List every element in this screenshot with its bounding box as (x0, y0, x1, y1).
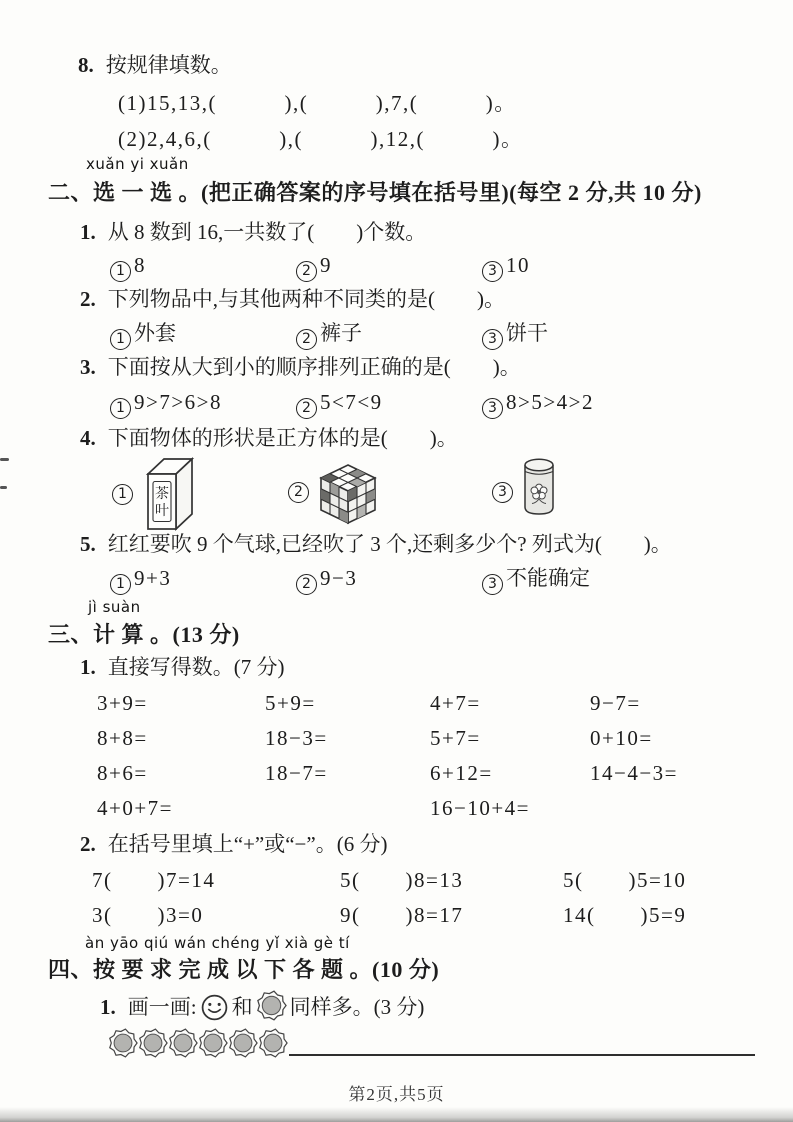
question-3-options (0, 389, 793, 417)
sub-question-text: 在括号里填上“+”或“−”。(6 分) (107, 832, 388, 856)
calc-row (0, 725, 793, 753)
bottle-cap-badge-icon (198, 1026, 228, 1060)
circled-number: 3 (482, 261, 503, 282)
option (110, 252, 146, 282)
circled-number: 1 (112, 484, 133, 505)
option (482, 320, 548, 350)
sub-question-text: 同样多。(3 分) (289, 995, 425, 1019)
option (482, 252, 530, 282)
section-4-title: 四、按 要 求 完 成 以 下 各 题 。(10 分) (48, 957, 440, 982)
calc-row (0, 690, 793, 718)
question-3 (80, 354, 521, 380)
option (296, 252, 332, 282)
sub-question-text: 直接写得数。(7 分) (107, 655, 285, 679)
calc-item: 8+6= (97, 761, 148, 785)
fill-item: 9( )8=17 (340, 903, 464, 927)
circled-number: 1 (110, 261, 131, 282)
option-text: 9>7>6>8 (134, 390, 223, 414)
calc-item: 6+12= (430, 761, 493, 785)
section-3-pinyin: jì suàn (88, 598, 141, 616)
question-2-options (0, 320, 793, 348)
option (112, 482, 136, 505)
calc-item: 4+0+7= (97, 796, 174, 820)
fill-item: 3( )3=0 (92, 903, 204, 927)
option-text: 裤子 (320, 321, 362, 345)
fill-row (0, 867, 793, 895)
section-2-pinyin: xuǎn yi xuǎn (86, 155, 189, 173)
question-2-number: 2. (80, 287, 96, 311)
option-text: 8>5>4>2 (506, 390, 595, 414)
question-3-number: 3. (80, 355, 96, 379)
section-3-title: 三、计 算 。(13 分) (48, 622, 240, 647)
page-number: 第2页,共5页 (348, 1085, 445, 1104)
calc-row (0, 760, 793, 788)
scan-edge-shadow (0, 1107, 793, 1122)
calc-item: 5+7= (430, 726, 481, 750)
smiley-face-icon (200, 993, 229, 1022)
question-5 (80, 531, 672, 557)
question-1-options (0, 252, 793, 280)
cylinder-jar-illustration (520, 454, 558, 520)
question-3-text: 下面按从大到小的顺序排列正确的是( )。 (107, 355, 521, 379)
circled-number: 2 (296, 398, 317, 419)
question-4-choices (0, 452, 793, 542)
calc-item: 18−7= (265, 761, 328, 785)
bottle-cap-badge-icon (138, 1026, 168, 1060)
circled-number: 3 (492, 482, 513, 503)
question-4 (80, 425, 458, 451)
option-text: 5<7<9 (320, 390, 383, 414)
calc-item: 5+9= (265, 691, 316, 715)
question-1-text: 从 8 数到 16,一共数了( )个数。 (107, 220, 427, 244)
option (296, 389, 383, 419)
circled-number: 2 (296, 329, 317, 350)
option-text: 9+3 (134, 566, 172, 590)
bottle-cap-badge-icon (228, 1026, 258, 1060)
question-2 (80, 286, 505, 312)
question-4-number: 4. (80, 426, 96, 450)
sub-question-number: 1. (80, 655, 96, 679)
circled-number: 1 (110, 574, 131, 595)
fill-row (0, 902, 793, 930)
sub-question-text: 画一画: (127, 995, 197, 1019)
calc-item: 18−3= (265, 726, 328, 750)
question-5-text: 红红要吹 9 个气球,已经吹了 3 个,还剩多少个? 列式为( )。 (107, 532, 672, 556)
circled-number: 2 (296, 574, 317, 595)
option (492, 480, 516, 503)
question-8-number: 8. (78, 53, 94, 77)
fill-item: 7( )7=14 (92, 868, 216, 892)
question-2-text: 下列物品中,与其他两种不同类的是( )。 (107, 287, 505, 311)
section-4-sub1 (100, 989, 424, 1022)
sub-question-number: 2. (80, 832, 96, 856)
rubiks-cube-illustration (316, 462, 380, 528)
question-1-number: 1. (80, 220, 96, 244)
bottle-cap-badge-icon (256, 989, 287, 1022)
option (110, 320, 176, 350)
circled-number: 2 (288, 482, 309, 503)
question-8 (78, 52, 232, 78)
option-text: 10 (506, 253, 530, 277)
question-5-options (0, 565, 793, 593)
bottle-cap-badge-icon (108, 1026, 138, 1060)
fill-item: 5( )8=13 (340, 868, 464, 892)
option (296, 320, 362, 350)
question-4-text: 下面物体的形状是正方体的是( )。 (107, 426, 458, 450)
question-8-line-1: (1)15,13,( ),( ),7,( )。 (118, 91, 517, 115)
calc-item: 16−10+4= (430, 796, 531, 820)
calc-item: 3+9= (97, 691, 148, 715)
fill-item: 14( )5=9 (563, 903, 687, 927)
circled-number: 3 (482, 398, 503, 419)
question-1 (80, 219, 426, 245)
option (482, 565, 590, 595)
question-8-line-2: (2)2,4,6,( ),( ),12,( )。 (118, 127, 524, 151)
option (288, 480, 312, 503)
section-3-sub1 (80, 654, 285, 680)
tea-box-label-char: 叶 (155, 504, 169, 519)
bottle-cap-badge-icon (168, 1026, 198, 1060)
circled-number: 2 (296, 261, 317, 282)
option-text: 9 (320, 253, 332, 277)
bottle-cap-badge-icon (258, 1026, 288, 1060)
circled-number: 1 (110, 329, 131, 350)
calc-item: 4+7= (430, 691, 481, 715)
section-2-title: 二、选 一 选 。(把正确答案的序号填在括号里)(每空 2 分,共 10 分) (48, 180, 702, 205)
option (482, 389, 594, 419)
answer-line (289, 1028, 755, 1056)
circled-number: 1 (110, 398, 131, 419)
option (110, 389, 222, 419)
calc-item: 0+10= (590, 726, 653, 750)
option-text: 不能确定 (506, 566, 590, 590)
circled-number: 3 (482, 329, 503, 350)
circled-number: 3 (482, 574, 503, 595)
question-5-number: 5. (80, 532, 96, 556)
option-text: 9−3 (320, 566, 358, 590)
option-text: 外套 (134, 321, 176, 345)
option-text: 饼干 (506, 321, 548, 345)
section-4-pinyin: àn yāo qiú wán chéng yǐ xià gè tí (85, 934, 350, 952)
fill-item: 5( )5=10 (563, 868, 687, 892)
tea-box-label-char: 茶 (155, 487, 169, 502)
option-text: 8 (134, 253, 146, 277)
calc-item: 9−7= (590, 691, 641, 715)
calc-item: 8+8= (97, 726, 148, 750)
option (296, 565, 357, 595)
calc-item: 14−4−3= (590, 761, 679, 785)
badge-row (108, 1026, 288, 1062)
section-3-sub2 (80, 831, 387, 857)
option (110, 565, 171, 595)
sub-question-number: 1. (100, 995, 116, 1019)
calc-row (0, 795, 793, 823)
sub-question-text: 和 (231, 995, 253, 1019)
question-8-title: 按规律填数。 (105, 53, 232, 77)
tea-box-illustration (140, 454, 198, 534)
